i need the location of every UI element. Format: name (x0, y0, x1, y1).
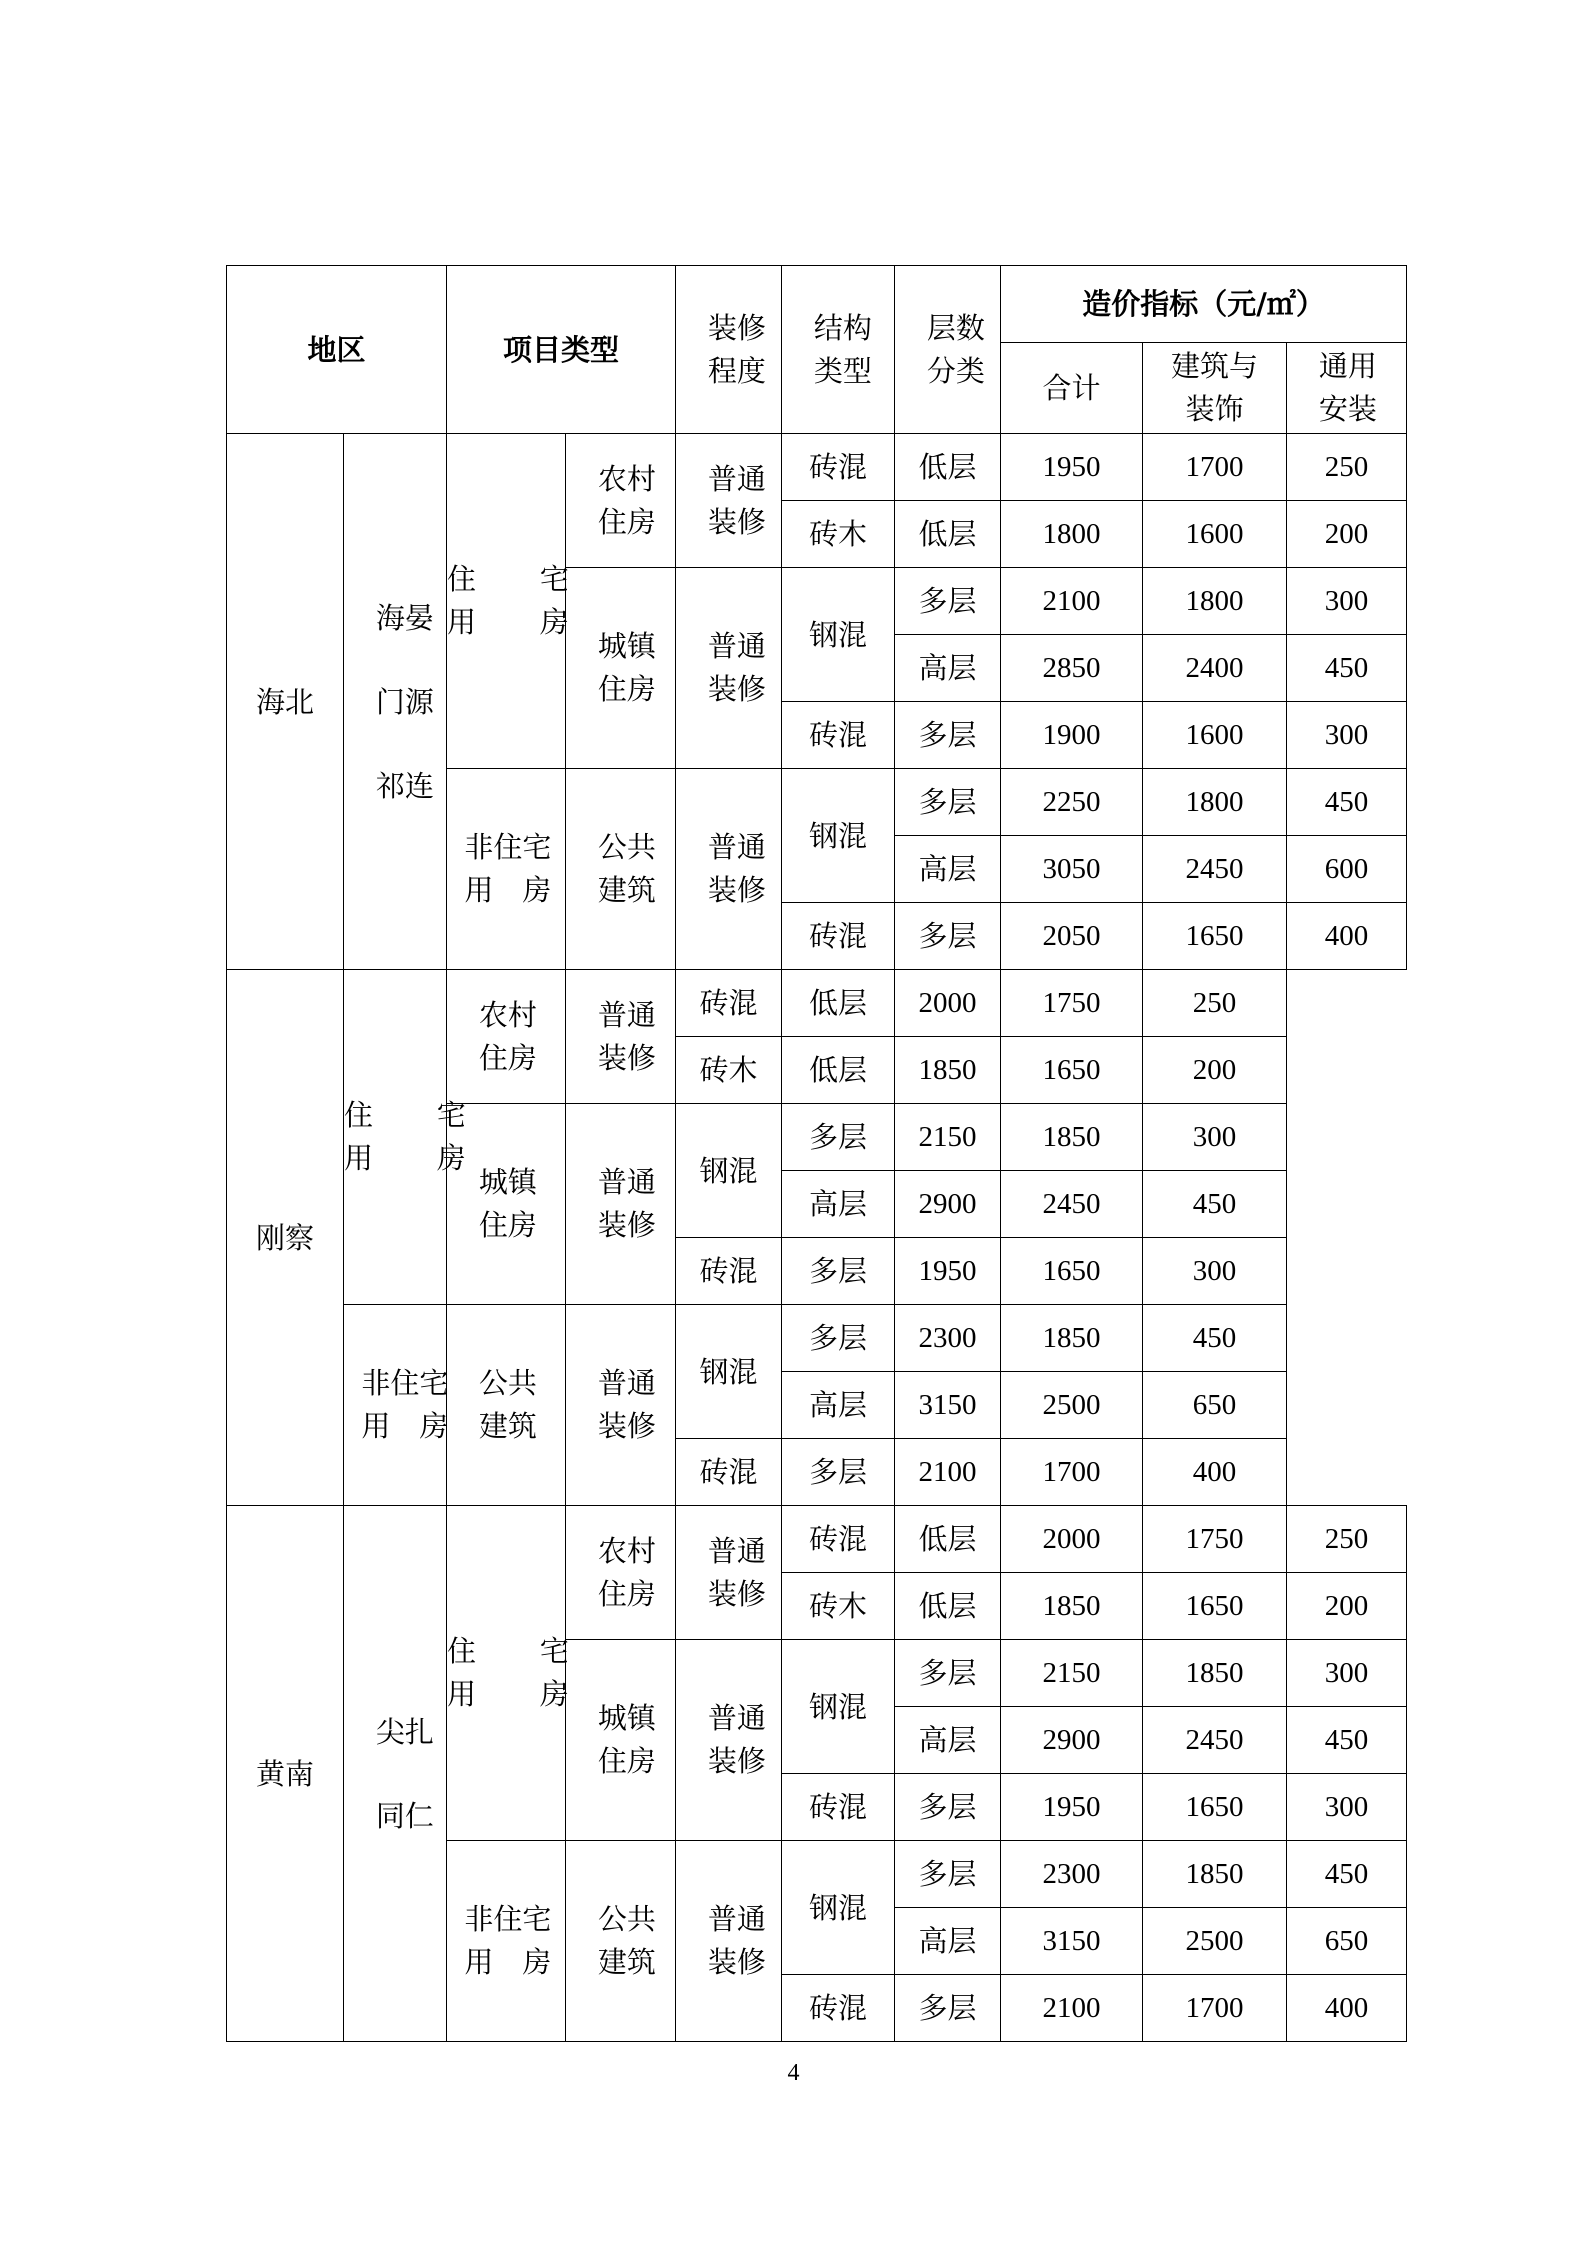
install-cell: 450 (1287, 769, 1407, 836)
header-project-type: 项目类型 (447, 266, 676, 434)
public-building-cell: 公共 建筑 (566, 769, 676, 970)
header-region: 地区 (227, 266, 447, 434)
header-install: 通用 安装 (1287, 343, 1407, 434)
install-cell: 600 (1287, 836, 1407, 903)
floors-cell: 多层 (895, 568, 1001, 635)
rural-housing-cell: 农村 住房 (447, 970, 566, 1104)
total-cell: 3150 (1001, 1908, 1143, 1975)
decoration-cell: 普通 装修 (566, 1305, 676, 1506)
rural-housing-cell: 农村 住房 (566, 1506, 676, 1640)
floors-cell: 低层 (782, 1037, 895, 1104)
building-cell: 2450 (1143, 836, 1287, 903)
structure-cell: 砖混 (782, 1774, 895, 1841)
urban-housing-cell: 城镇 住房 (566, 568, 676, 769)
floors-cell: 高层 (782, 1372, 895, 1439)
floors-cell: 高层 (895, 635, 1001, 702)
structure-cell: 砖木 (782, 1573, 895, 1640)
total-cell: 3050 (1001, 836, 1143, 903)
rural-housing-cell: 农村 住房 (566, 434, 676, 568)
install-cell: 300 (1287, 702, 1407, 769)
total-cell: 2050 (1001, 903, 1143, 970)
install-cell: 400 (1287, 903, 1407, 970)
floors-cell: 多层 (895, 903, 1001, 970)
block-haibei-g1 (227, 434, 1407, 970)
decoration-cell: 普通 装修 (676, 434, 782, 568)
install-cell: 400 (1143, 1439, 1287, 1506)
decoration-cell: 普通 装修 (566, 1104, 676, 1305)
header-decoration: 装修 程度 (676, 266, 782, 434)
nonresidential-cell: 非住宅 用 房 (447, 1841, 566, 2042)
building-cell: 1700 (1001, 1439, 1143, 1506)
building-cell: 1750 (1143, 1506, 1287, 1573)
install-cell: 300 (1143, 1104, 1287, 1171)
building-cell: 1850 (1001, 1305, 1143, 1372)
floors-cell: 多层 (782, 1104, 895, 1171)
structure-cell: 砖混 (782, 1975, 895, 2042)
building-cell: 1650 (1143, 1774, 1287, 1841)
floors-cell: 多层 (782, 1439, 895, 1506)
install-cell: 450 (1287, 1707, 1407, 1774)
residential-cell: 住 宅 用 房 (344, 970, 447, 1305)
county-cell: 尖扎 同仁 (344, 1506, 447, 2042)
urban-housing-cell: 城镇 住房 (566, 1640, 676, 1841)
public-building-cell: 公共 建筑 (566, 1841, 676, 2042)
header-row-1 (227, 266, 1407, 343)
floors-cell: 多层 (782, 1305, 895, 1372)
floors-cell: 高层 (895, 1908, 1001, 1975)
floors-cell: 低层 (895, 1573, 1001, 1640)
total-cell: 1950 (895, 1238, 1001, 1305)
header-building: 建筑与 装饰 (1143, 343, 1287, 434)
total-cell: 1950 (1001, 1774, 1143, 1841)
install-cell: 200 (1143, 1037, 1287, 1104)
decoration-cell: 普通 装修 (676, 1841, 782, 2042)
total-cell: 1850 (1001, 1573, 1143, 1640)
floors-cell: 低层 (895, 501, 1001, 568)
urban-housing-cell: 城镇 住房 (447, 1104, 566, 1305)
structure-cell: 钢混 (782, 769, 895, 903)
page-number: 4 (787, 2060, 800, 2086)
building-cell: 1650 (1143, 903, 1287, 970)
floors-cell: 高层 (782, 1171, 895, 1238)
structure-cell: 钢混 (782, 568, 895, 702)
structure-cell: 砖混 (676, 1238, 782, 1305)
total-cell: 2150 (895, 1104, 1001, 1171)
structure-cell: 砖混 (782, 434, 895, 501)
nonresidential-cell: 非住宅 用 房 (447, 769, 566, 970)
building-cell: 2500 (1143, 1908, 1287, 1975)
region-cell: 黄南 (227, 1506, 344, 2042)
install-cell: 200 (1287, 501, 1407, 568)
floors-cell: 高层 (895, 1707, 1001, 1774)
structure-cell: 砖木 (676, 1037, 782, 1104)
decoration-cell: 普通 装修 (676, 1506, 782, 1640)
building-cell: 1850 (1001, 1104, 1143, 1171)
install-cell: 650 (1143, 1372, 1287, 1439)
structure-cell: 砖混 (676, 970, 782, 1037)
floors-cell: 多层 (895, 1975, 1001, 2042)
install-cell: 250 (1143, 970, 1287, 1037)
install-cell: 450 (1143, 1305, 1287, 1372)
structure-cell: 砖混 (782, 903, 895, 970)
floors-cell: 低层 (895, 434, 1001, 501)
floors-cell: 多层 (895, 769, 1001, 836)
total-cell: 1950 (1001, 434, 1143, 501)
total-cell: 2250 (1001, 769, 1143, 836)
total-cell: 1800 (1001, 501, 1143, 568)
structure-cell: 砖混 (782, 1506, 895, 1573)
install-cell: 450 (1287, 1841, 1407, 1908)
county-cell: 刚察 (227, 970, 344, 1506)
building-cell: 1800 (1143, 568, 1287, 635)
total-cell: 2900 (1001, 1707, 1143, 1774)
decoration-cell: 普通 装修 (566, 970, 676, 1104)
residential-cell: 住 宅 用 房 (447, 434, 566, 769)
county-cell: 海晏 门源 祁连 (344, 434, 447, 970)
decoration-cell: 普通 装修 (676, 1640, 782, 1841)
cost-index-table (226, 265, 1407, 2042)
header-cost-index: 造价指标（元/㎡） (1001, 266, 1407, 343)
building-cell: 1600 (1143, 501, 1287, 568)
floors-cell: 多层 (895, 1640, 1001, 1707)
total-cell: 1850 (895, 1037, 1001, 1104)
building-cell: 1650 (1001, 1037, 1143, 1104)
header-structure: 结构 类型 (782, 266, 895, 434)
building-cell: 2450 (1143, 1707, 1287, 1774)
decoration-cell: 普通 装修 (676, 769, 782, 970)
total-cell: 2100 (1001, 1975, 1143, 2042)
building-cell: 2450 (1001, 1171, 1143, 1238)
building-cell: 1800 (1143, 769, 1287, 836)
building-cell: 1650 (1001, 1238, 1143, 1305)
building-cell: 2500 (1001, 1372, 1143, 1439)
decoration-cell: 普通 装修 (676, 568, 782, 769)
building-cell: 1700 (1143, 1975, 1287, 2042)
total-cell: 1900 (1001, 702, 1143, 769)
floors-cell: 多层 (782, 1238, 895, 1305)
public-building-cell: 公共 建筑 (447, 1305, 566, 1506)
total-cell: 2000 (895, 970, 1001, 1037)
install-cell: 400 (1287, 1975, 1407, 2042)
structure-cell: 砖混 (782, 702, 895, 769)
region-cell: 海北 (227, 434, 344, 970)
residential-cell: 住 宅 用 房 (447, 1506, 566, 1841)
floors-cell: 高层 (895, 836, 1001, 903)
floors-cell: 低层 (895, 1506, 1001, 1573)
nonresidential-cell: 非住宅 用 房 (344, 1305, 447, 1506)
install-cell: 650 (1287, 1908, 1407, 1975)
building-cell: 1600 (1143, 702, 1287, 769)
structure-cell: 钢混 (782, 1640, 895, 1774)
structure-cell: 钢混 (676, 1305, 782, 1439)
floors-cell: 多层 (895, 1774, 1001, 1841)
total-cell: 2100 (1001, 568, 1143, 635)
structure-cell: 砖混 (676, 1439, 782, 1506)
building-cell: 1850 (1143, 1640, 1287, 1707)
install-cell: 450 (1143, 1171, 1287, 1238)
install-cell: 450 (1287, 635, 1407, 702)
building-cell: 1750 (1001, 970, 1143, 1037)
building-cell: 1850 (1143, 1841, 1287, 1908)
structure-cell: 钢混 (782, 1841, 895, 1975)
install-cell: 250 (1287, 434, 1407, 501)
building-cell: 2400 (1143, 635, 1287, 702)
install-cell: 300 (1287, 1774, 1407, 1841)
building-cell: 1700 (1143, 434, 1287, 501)
install-cell: 300 (1287, 1640, 1407, 1707)
header-total: 合计 (1001, 343, 1143, 434)
install-cell: 250 (1287, 1506, 1407, 1573)
total-cell: 3150 (895, 1372, 1001, 1439)
structure-cell: 砖木 (782, 501, 895, 568)
total-cell: 2000 (1001, 1506, 1143, 1573)
install-cell: 300 (1143, 1238, 1287, 1305)
structure-cell: 钢混 (676, 1104, 782, 1238)
block-huangnan-g3 (227, 1506, 1407, 2042)
total-cell: 2150 (1001, 1640, 1143, 1707)
install-cell: 300 (1287, 568, 1407, 635)
header-floors: 层数 分类 (895, 266, 1001, 434)
block-haibei-g2 (227, 970, 1407, 1506)
floors-cell: 低层 (782, 970, 895, 1037)
total-cell: 2300 (1001, 1841, 1143, 1908)
building-cell: 1650 (1143, 1573, 1287, 1640)
total-cell: 2300 (895, 1305, 1001, 1372)
total-cell: 2100 (895, 1439, 1001, 1506)
total-cell: 2850 (1001, 635, 1143, 702)
floors-cell: 多层 (895, 1841, 1001, 1908)
install-cell: 200 (1287, 1573, 1407, 1640)
total-cell: 2900 (895, 1171, 1001, 1238)
floors-cell: 多层 (895, 702, 1001, 769)
